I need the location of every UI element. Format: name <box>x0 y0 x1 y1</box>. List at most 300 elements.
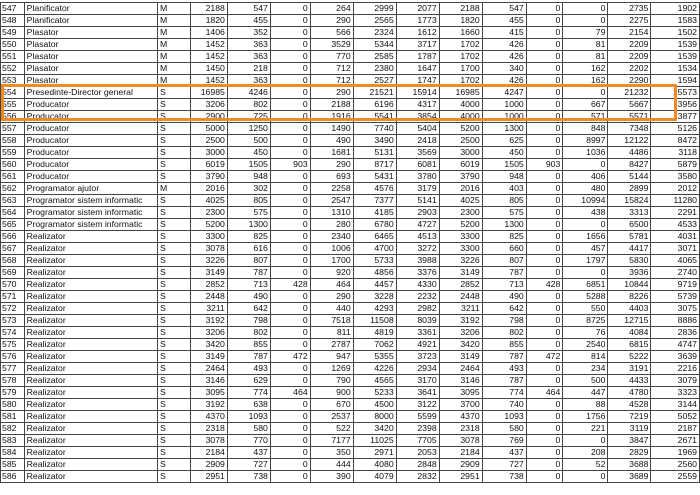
value-cell: 76 <box>563 327 608 339</box>
value-cell: 5781 <box>608 231 651 243</box>
value-cell: 713 <box>482 279 526 291</box>
row-number-cell: 566 <box>1 231 25 243</box>
value-cell: 8226 <box>608 291 651 303</box>
value-cell: 948 <box>482 171 526 183</box>
value-cell: 0 <box>526 447 563 459</box>
row-number-cell: 567 <box>1 243 25 255</box>
category-cell: S <box>158 87 191 99</box>
value-cell: 798 <box>482 315 526 327</box>
value-cell: 406 <box>563 171 608 183</box>
value-cell: 2903 <box>396 207 439 219</box>
value-cell: 4025 <box>191 195 228 207</box>
value-cell: 1300 <box>482 123 526 135</box>
value-cell: 3078 <box>439 435 482 447</box>
value-cell: 3988 <box>396 255 439 267</box>
value-cell: 2585 <box>353 51 396 63</box>
value-cell: 0 <box>563 267 608 279</box>
value-cell: 450 <box>482 147 526 159</box>
table-row <box>1 399 700 411</box>
value-cell: 571 <box>563 111 608 123</box>
value-cell: 787 <box>482 375 526 387</box>
value-cell: 1612 <box>396 27 439 39</box>
value-cell: 3122 <box>396 399 439 411</box>
value-cell: 1534 <box>651 63 700 75</box>
category-cell: S <box>158 303 191 315</box>
row-number-cell: 571 <box>1 291 25 303</box>
value-cell: 3211 <box>191 303 228 315</box>
value-cell: 10844 <box>608 279 651 291</box>
value-cell: 1093 <box>482 411 526 423</box>
table-row <box>1 135 700 147</box>
value-cell: 11280 <box>651 195 700 207</box>
position-cell: Plasator <box>24 39 157 51</box>
table-row <box>1 39 700 51</box>
row-number-cell: 556 <box>1 111 25 123</box>
value-cell: 0 <box>526 231 563 243</box>
value-cell: 4025 <box>439 195 482 207</box>
value-cell: 670 <box>310 399 353 411</box>
value-cell: 4533 <box>651 219 700 231</box>
value-cell: 1656 <box>563 231 608 243</box>
value-cell: 472 <box>270 351 310 363</box>
value-cell: 4513 <box>396 231 439 243</box>
value-cell: 447 <box>563 387 608 399</box>
table-row <box>1 339 700 351</box>
value-cell: 5200 <box>439 123 482 135</box>
value-cell: 3529 <box>310 39 353 51</box>
category-cell: S <box>158 387 191 399</box>
value-cell: 1406 <box>191 27 228 39</box>
value-cell: 2258 <box>310 183 353 195</box>
value-cell: 4370 <box>439 411 482 423</box>
value-cell: 0 <box>270 99 310 111</box>
value-cell: 805 <box>227 195 270 207</box>
table-row <box>1 315 700 327</box>
value-cell: 2187 <box>651 423 700 435</box>
value-cell: 3641 <box>396 387 439 399</box>
table-row <box>1 27 700 39</box>
table-row <box>1 327 700 339</box>
value-cell: 3313 <box>608 207 651 219</box>
value-cell: 490 <box>310 135 353 147</box>
value-cell: 3936 <box>608 267 651 279</box>
value-cell: 900 <box>310 387 353 399</box>
value-cell: 4486 <box>608 147 651 159</box>
value-cell: 2971 <box>353 447 396 459</box>
value-cell: 802 <box>227 99 270 111</box>
value-cell: 390 <box>310 471 353 483</box>
value-cell: 6019 <box>191 159 228 171</box>
value-cell: 2934 <box>396 363 439 375</box>
table-row <box>1 111 700 123</box>
value-cell: 162 <box>563 75 608 87</box>
table-row <box>1 375 700 387</box>
value-cell: 5233 <box>353 387 396 399</box>
value-cell: 0 <box>270 3 310 15</box>
value-cell: 12715 <box>608 315 651 327</box>
value-cell: 208 <box>563 447 608 459</box>
value-cell: 472 <box>526 351 563 363</box>
value-cell: 21521 <box>353 87 396 99</box>
value-cell: 455 <box>227 15 270 27</box>
value-cell: 3226 <box>439 255 482 267</box>
value-cell: 15914 <box>396 87 439 99</box>
value-cell: 0 <box>526 171 563 183</box>
value-cell: 2848 <box>396 459 439 471</box>
value-cell: 0 <box>270 219 310 231</box>
value-cell: 1702 <box>439 75 482 87</box>
value-cell: 426 <box>482 51 526 63</box>
position-cell: Programator ajutor <box>24 183 157 195</box>
value-cell: 3420 <box>439 339 482 351</box>
value-cell: 770 <box>227 435 270 447</box>
value-cell: 5739 <box>651 291 700 303</box>
row-number-cell: 548 <box>1 15 25 27</box>
value-cell: 8725 <box>563 315 608 327</box>
value-cell: 2232 <box>396 291 439 303</box>
value-cell: 3956 <box>651 99 700 111</box>
value-cell: 798 <box>227 315 270 327</box>
value-cell: 712 <box>310 63 353 75</box>
value-cell: 575 <box>227 207 270 219</box>
value-cell: 0 <box>270 135 310 147</box>
row-number-cell: 586 <box>1 471 25 483</box>
value-cell: 3191 <box>608 363 651 375</box>
value-cell: 0 <box>563 87 608 99</box>
value-cell: 490 <box>227 291 270 303</box>
row-number-cell: 581 <box>1 411 25 423</box>
value-cell: 0 <box>526 363 563 375</box>
value-cell: 848 <box>563 123 608 135</box>
value-cell: 0 <box>526 399 563 411</box>
value-cell: 550 <box>563 303 608 315</box>
value-cell: 4819 <box>353 327 396 339</box>
value-cell: 444 <box>310 459 353 471</box>
value-cell: 2448 <box>439 291 482 303</box>
value-cell: 0 <box>563 3 608 15</box>
value-cell: 221 <box>563 423 608 435</box>
value-cell: 2202 <box>608 63 651 75</box>
value-cell: 8039 <box>396 315 439 327</box>
value-cell: 2016 <box>191 183 228 195</box>
category-cell: M <box>158 15 191 27</box>
value-cell: 0 <box>270 315 310 327</box>
value-cell: 2275 <box>608 15 651 27</box>
value-cell: 727 <box>227 459 270 471</box>
value-cell: 88 <box>563 399 608 411</box>
row-number-cell: 547 <box>1 3 25 15</box>
value-cell: 0 <box>526 459 563 471</box>
value-cell: 3075 <box>651 303 700 315</box>
value-cell: 2527 <box>353 75 396 87</box>
value-cell: 2448 <box>191 291 228 303</box>
table-row <box>1 99 700 111</box>
table-row <box>1 147 700 159</box>
value-cell: 3095 <box>191 387 228 399</box>
value-cell: 2291 <box>651 207 700 219</box>
row-number-cell: 550 <box>1 39 25 51</box>
category-cell: M <box>158 63 191 75</box>
value-cell: 5141 <box>396 195 439 207</box>
value-cell: 787 <box>227 351 270 363</box>
value-cell: 3146 <box>439 375 482 387</box>
position-cell: Realizator <box>24 327 157 339</box>
value-cell: 3688 <box>608 459 651 471</box>
table-row <box>1 387 700 399</box>
value-cell: 3228 <box>353 291 396 303</box>
value-cell: 1505 <box>227 159 270 171</box>
value-cell: 3847 <box>608 435 651 447</box>
value-cell: 2852 <box>191 279 228 291</box>
value-cell: 547 <box>482 3 526 15</box>
value-cell: 4246 <box>227 87 270 99</box>
value-cell: 547 <box>227 3 270 15</box>
value-cell: 2565 <box>353 15 396 27</box>
value-cell: 0 <box>270 63 310 75</box>
value-cell: 2547 <box>310 195 353 207</box>
value-cell: 290 <box>310 87 353 99</box>
value-cell: 0 <box>526 255 563 267</box>
value-cell: 1000 <box>482 111 526 123</box>
position-cell: Realizator <box>24 351 157 363</box>
category-cell: S <box>158 171 191 183</box>
value-cell: 7177 <box>310 435 353 447</box>
value-cell: 2832 <box>396 471 439 483</box>
value-cell: 0 <box>526 123 563 135</box>
table-row <box>1 195 700 207</box>
value-cell: 0 <box>526 315 563 327</box>
value-cell: 0 <box>270 291 310 303</box>
value-cell: 0 <box>563 15 608 27</box>
value-cell: 7062 <box>353 339 396 351</box>
value-cell: 3272 <box>396 243 439 255</box>
value-cell: 5879 <box>651 159 700 171</box>
row-number-cell: 572 <box>1 303 25 315</box>
value-cell: 81 <box>563 39 608 51</box>
value-cell: 81 <box>563 51 608 63</box>
value-cell: 787 <box>482 351 526 363</box>
value-cell: 3095 <box>439 387 482 399</box>
value-cell: 948 <box>227 171 270 183</box>
value-cell: 3206 <box>191 99 228 111</box>
value-cell: 264 <box>310 3 353 15</box>
value-cell: 5404 <box>396 123 439 135</box>
value-cell: 403 <box>482 183 526 195</box>
table-body <box>1 3 700 483</box>
value-cell: 1820 <box>439 15 482 27</box>
value-cell: 5222 <box>608 351 651 363</box>
value-cell: 4080 <box>353 459 396 471</box>
category-cell: S <box>158 243 191 255</box>
row-number-cell: 560 <box>1 159 25 171</box>
value-cell: 0 <box>563 219 608 231</box>
value-cell: 4700 <box>353 243 396 255</box>
value-cell: 2899 <box>608 183 651 195</box>
value-cell: 0 <box>270 171 310 183</box>
value-cell: 1583 <box>651 15 700 27</box>
value-cell: 8997 <box>563 135 608 147</box>
value-cell: 2559 <box>651 471 700 483</box>
row-number-cell: 559 <box>1 147 25 159</box>
value-cell: 1300 <box>227 219 270 231</box>
value-cell: 0 <box>526 147 563 159</box>
value-cell: 5571 <box>608 111 651 123</box>
value-cell: 575 <box>482 207 526 219</box>
value-cell: 5355 <box>353 351 396 363</box>
value-cell: 642 <box>482 303 526 315</box>
value-cell: 3078 <box>191 243 228 255</box>
value-cell: 3300 <box>191 231 228 243</box>
category-cell: S <box>158 99 191 111</box>
category-cell: M <box>158 51 191 63</box>
category-cell: S <box>158 123 191 135</box>
value-cell: 0 <box>270 375 310 387</box>
value-cell: 4330 <box>396 279 439 291</box>
position-cell: Producator <box>24 111 157 123</box>
value-cell: 0 <box>526 99 563 111</box>
value-cell: 440 <box>310 303 353 315</box>
value-cell: 807 <box>482 255 526 267</box>
value-cell: 4000 <box>439 99 482 111</box>
table-row <box>1 3 700 15</box>
position-cell: Realizator <box>24 231 157 243</box>
value-cell: 3118 <box>651 147 700 159</box>
value-cell: 455 <box>482 15 526 27</box>
value-cell: 2909 <box>191 459 228 471</box>
row-number-cell: 582 <box>1 423 25 435</box>
value-cell: 8717 <box>353 159 396 171</box>
value-cell: 5830 <box>608 255 651 267</box>
value-cell: 1490 <box>310 123 353 135</box>
value-cell: 1310 <box>310 207 353 219</box>
position-cell: Realizator <box>24 279 157 291</box>
value-cell: 7705 <box>396 435 439 447</box>
value-cell: 2982 <box>396 303 439 315</box>
value-cell: 3490 <box>353 135 396 147</box>
value-cell: 642 <box>227 303 270 315</box>
table-row <box>1 459 700 471</box>
row-number-cell: 584 <box>1 447 25 459</box>
value-cell: 0 <box>526 435 563 447</box>
value-cell: 1006 <box>310 243 353 255</box>
value-cell: 15573 <box>651 87 700 99</box>
value-cell: 947 <box>310 351 353 363</box>
value-cell: 4433 <box>608 375 651 387</box>
value-cell: 2787 <box>310 339 353 351</box>
value-cell: 0 <box>526 15 563 27</box>
value-cell: 769 <box>482 435 526 447</box>
value-cell: 350 <box>310 447 353 459</box>
value-cell: 738 <box>227 471 270 483</box>
value-cell: 7348 <box>608 123 651 135</box>
row-number-cell: 561 <box>1 171 25 183</box>
row-number-cell: 562 <box>1 183 25 195</box>
value-cell: 2300 <box>191 207 228 219</box>
value-cell: 428 <box>526 279 563 291</box>
value-cell: 0 <box>270 435 310 447</box>
position-cell: Realizator <box>24 387 157 399</box>
position-cell: Producator <box>24 123 157 135</box>
position-cell: Realizator <box>24 423 157 435</box>
value-cell: 3780 <box>396 171 439 183</box>
value-cell: 5288 <box>563 291 608 303</box>
position-cell: Realizator <box>24 447 157 459</box>
position-cell: Realizator <box>24 315 157 327</box>
value-cell: 0 <box>526 135 563 147</box>
position-cell: Plasator <box>24 27 157 39</box>
value-cell: 3723 <box>396 351 439 363</box>
value-cell: 15824 <box>608 195 651 207</box>
row-number-cell: 551 <box>1 51 25 63</box>
table-row <box>1 231 700 243</box>
value-cell: 1505 <box>482 159 526 171</box>
value-cell: 3211 <box>439 303 482 315</box>
value-cell: 3790 <box>439 171 482 183</box>
value-cell: 0 <box>270 207 310 219</box>
value-cell: 438 <box>563 207 608 219</box>
value-cell: 2735 <box>608 3 651 15</box>
value-cell: 2500 <box>191 135 228 147</box>
row-number-cell: 575 <box>1 339 25 351</box>
value-cell: 12122 <box>608 135 651 147</box>
value-cell: 3854 <box>396 111 439 123</box>
table-row <box>1 207 700 219</box>
value-cell: 2671 <box>651 435 700 447</box>
value-cell: 1916 <box>310 111 353 123</box>
value-cell: 4084 <box>608 327 651 339</box>
value-cell: 234 <box>563 363 608 375</box>
row-number-cell: 552 <box>1 63 25 75</box>
value-cell: 770 <box>310 51 353 63</box>
category-cell: S <box>158 399 191 411</box>
value-cell: 0 <box>270 327 310 339</box>
value-cell: 2340 <box>310 231 353 243</box>
value-cell: 5431 <box>353 171 396 183</box>
category-cell: S <box>158 327 191 339</box>
value-cell: 0 <box>526 339 563 351</box>
value-cell: 1647 <box>396 63 439 75</box>
value-cell: 3790 <box>191 171 228 183</box>
value-cell: 667 <box>563 99 608 111</box>
value-cell: 629 <box>227 375 270 387</box>
value-cell: 4921 <box>396 339 439 351</box>
value-cell: 3119 <box>608 423 651 435</box>
value-cell: 5144 <box>608 171 651 183</box>
table-row <box>1 291 700 303</box>
row-number-cell: 574 <box>1 327 25 339</box>
value-cell: 3146 <box>191 375 228 387</box>
value-cell: 0 <box>270 75 310 87</box>
value-cell: 1681 <box>310 147 353 159</box>
value-cell: 2184 <box>191 447 228 459</box>
value-cell: 3700 <box>439 399 482 411</box>
value-cell: 1756 <box>563 411 608 423</box>
category-cell: S <box>158 111 191 123</box>
value-cell: 814 <box>563 351 608 363</box>
value-cell: 7740 <box>353 123 396 135</box>
value-cell: 2380 <box>353 63 396 75</box>
position-cell: Programator sistem informatic <box>24 219 157 231</box>
value-cell: 0 <box>526 375 563 387</box>
value-cell: 464 <box>270 387 310 399</box>
value-cell: 363 <box>227 51 270 63</box>
value-cell: 4500 <box>353 399 396 411</box>
value-cell: 3361 <box>396 327 439 339</box>
category-cell: S <box>158 267 191 279</box>
value-cell: 162 <box>563 63 608 75</box>
table-row <box>1 447 700 459</box>
value-cell: 2740 <box>651 267 700 279</box>
